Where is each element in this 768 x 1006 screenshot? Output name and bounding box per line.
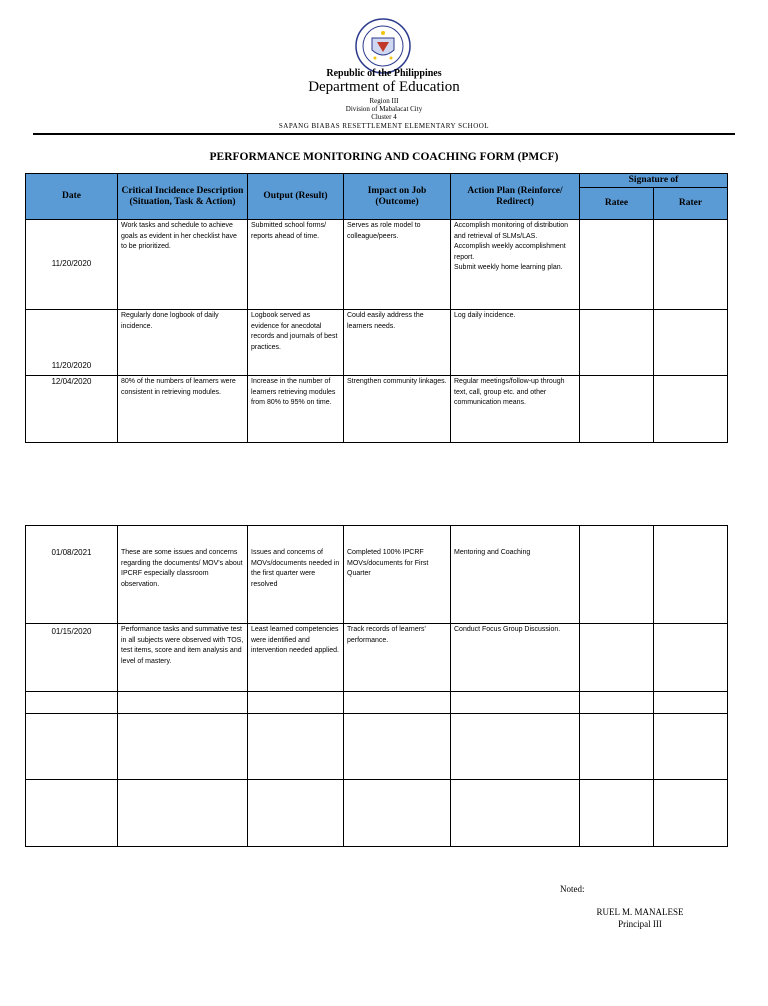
row-rater-signature[interactable]	[654, 526, 728, 624]
row-impact: Strengthen community linkages.	[344, 376, 451, 443]
row-incident: Performance tasks and summative test in all subjects were observed with TOS, test items, score and item analysis and level of mastery.	[118, 624, 248, 692]
empty-cell[interactable]	[654, 780, 728, 847]
empty-cell[interactable]	[344, 714, 451, 780]
table-row	[26, 376, 728, 443]
noted-label: Noted:	[560, 884, 585, 894]
empty-cell[interactable]	[248, 692, 344, 714]
table-row-empty	[26, 780, 728, 847]
row-rater-signature[interactable]	[654, 310, 728, 376]
table-row-empty	[26, 692, 728, 714]
col-ratee-header: Ratee	[580, 188, 654, 220]
republic-label: Republic of the Philippines	[326, 68, 442, 79]
row-incident: Work tasks and schedule to achieve goals as evident in her checklist have to be prioritized.	[118, 220, 248, 310]
col-date-header: Date	[26, 174, 118, 220]
row-impact: Completed 100% IPCRF MOVs/documents for First Quarter	[344, 526, 451, 624]
pmcf-table-1	[25, 173, 728, 443]
table-row-empty	[26, 714, 728, 780]
division-label: Division of Mabalacat City	[345, 105, 423, 113]
empty-cell[interactable]	[654, 692, 728, 714]
row-action	[451, 220, 580, 310]
row-ratee-signature[interactable]	[580, 310, 654, 376]
pmcf-table-2	[25, 525, 728, 847]
row-date: 12/04/2020	[26, 376, 118, 443]
row-ratee-signature[interactable]	[580, 220, 654, 310]
empty-cell[interactable]	[344, 692, 451, 714]
empty-cell[interactable]	[118, 692, 248, 714]
row-output: Submitted school forms/ reports ahead of time.	[248, 220, 344, 310]
region-label: Region III	[369, 97, 399, 105]
row-ratee-signature[interactable]	[580, 624, 654, 692]
row-incident: Regularly done logbook of daily incidence.	[118, 310, 248, 376]
table-row	[26, 220, 728, 310]
row-ratee-signature[interactable]	[580, 376, 654, 443]
row-output: Least learned competencies were identified and intervention needed applied.	[248, 624, 344, 692]
deped-seal-logo	[355, 18, 411, 74]
empty-cell[interactable]	[451, 714, 580, 780]
table-row	[26, 310, 728, 376]
cluster-label: Cluster 4	[371, 113, 397, 121]
empty-cell[interactable]	[654, 714, 728, 780]
col-signature-header: Signature of	[580, 174, 728, 188]
header-divider	[33, 133, 735, 135]
row-output: Increase in the number of learners retrieving modules from 80% to 95% on time.	[248, 376, 344, 443]
col-rater-header: Rater	[654, 188, 728, 220]
row-action: Mentoring and Coaching	[451, 526, 580, 624]
row-output: Logbook served as evidence for anecdotal records and journals of best practices.	[248, 310, 344, 376]
empty-cell[interactable]	[580, 780, 654, 847]
empty-cell[interactable]	[580, 714, 654, 780]
row-date: 01/08/2021	[26, 526, 118, 624]
row-rater-signature[interactable]	[654, 220, 728, 310]
row-date: 11/20/2020	[26, 220, 118, 310]
signatory-position: Principal III	[618, 919, 662, 929]
row-action: Conduct Focus Group Discussion.	[451, 624, 580, 692]
row-action-text: Accomplish monitoring of distribution and retrieval of SLMs/LAS. Accomplish weekly accomplishment report. Submit weekly home learning plan.	[454, 222, 568, 271]
empty-cell[interactable]	[26, 714, 118, 780]
department-name: Department of Education	[308, 79, 460, 95]
table-row	[26, 624, 728, 692]
col-action-header: Action Plan (Reinforce/ Redirect)	[451, 174, 580, 220]
row-output: Issues and concerns of MOVs/documents needed in the first quarter were resolved	[248, 526, 344, 624]
empty-cell[interactable]	[451, 780, 580, 847]
col-output-header: Output (Result)	[248, 174, 344, 220]
empty-cell[interactable]	[26, 692, 118, 714]
empty-cell[interactable]	[248, 714, 344, 780]
row-impact: Serves as role model to colleague/peers.	[344, 220, 451, 310]
signatory-name: RUEL M. MANALESE	[596, 907, 684, 917]
school-name: SAPANG BIABAS RESETTLEMENT ELEMENTARY SCHOOL	[278, 122, 490, 130]
empty-cell[interactable]	[26, 780, 118, 847]
row-action: Regular meetings/follow-up through text, call, group etc. and other communication means.	[451, 376, 580, 443]
row-impact: Could easily address the learners needs.	[344, 310, 451, 376]
form-title: PERFORMANCE MONITORING AND COACHING FORM (PMCF)	[209, 151, 559, 163]
empty-cell[interactable]	[118, 780, 248, 847]
empty-cell[interactable]	[344, 780, 451, 847]
row-impact: Track records of learners' performance.	[344, 624, 451, 692]
row-rater-signature[interactable]	[654, 624, 728, 692]
empty-cell[interactable]	[118, 714, 248, 780]
row-date: 01/15/2020	[26, 624, 118, 692]
row-incident: These are some issues and concerns regarding the documents/ MOV's about IPCRF especially classroom observation.	[118, 526, 248, 624]
empty-cell[interactable]	[580, 692, 654, 714]
empty-cell[interactable]	[451, 692, 580, 714]
row-date: 11/20/2020	[26, 310, 118, 376]
table-row	[26, 526, 728, 624]
row-action: Log daily incidence.	[451, 310, 580, 376]
row-ratee-signature[interactable]	[580, 526, 654, 624]
row-incident: 80% of the numbers of learners were consistent in retrieving modules.	[118, 376, 248, 443]
col-impact-header: Impact on Job (Outcome)	[344, 174, 451, 220]
col-incident-header: Critical Incidence Description (Situation, Task & Action)	[118, 174, 248, 220]
row-rater-signature[interactable]	[654, 376, 728, 443]
empty-cell[interactable]	[248, 780, 344, 847]
